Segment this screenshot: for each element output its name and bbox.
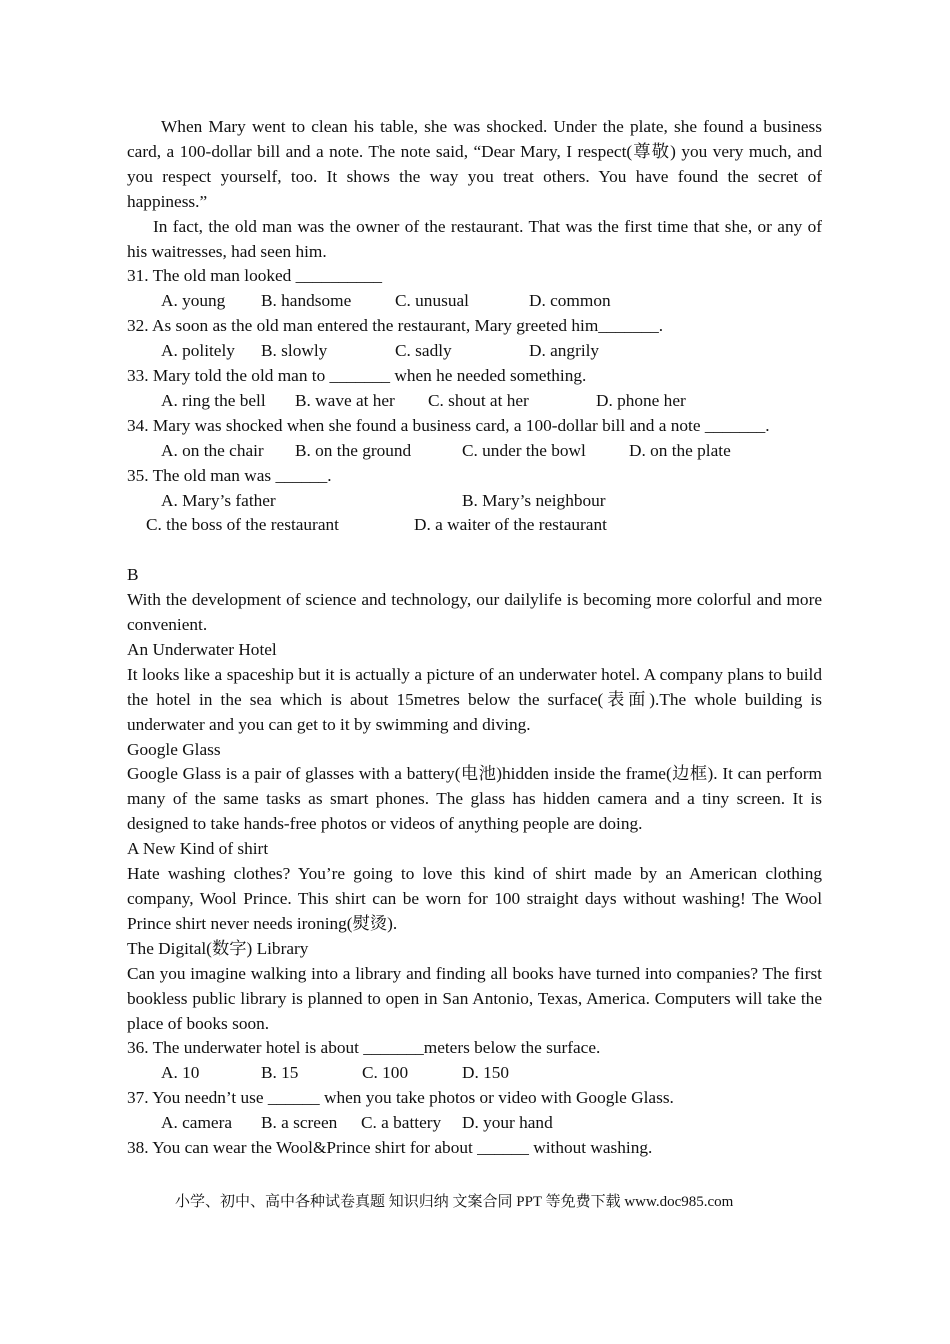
option-d: D. a waiter of the restaurant — [414, 515, 607, 535]
option-c: C. the boss of the restaurant — [146, 515, 339, 535]
option-b: B. 15 — [261, 1063, 299, 1083]
section-b-label: B — [127, 565, 139, 585]
footer-watermark-text: 小学、初中、高中各种试卷真题 知识归纳 文案合同 PPT 等免费下载 www.doc985.com — [175, 1194, 734, 1210]
option-a: A. politely — [161, 341, 235, 361]
item-title-underwater-hotel: An Underwater Hotel — [127, 639, 277, 659]
question-37-stem: 37. You needn’t use ______ when you take photos or video with Google Glass. — [127, 1088, 674, 1108]
question-33-options — [127, 389, 822, 414]
question-33-stem: 33. Mary told the old man to _______ when he needed something. — [127, 366, 587, 386]
option-d: D. angrily — [529, 341, 600, 361]
option-d: D. on the plate — [629, 440, 731, 460]
option-c: C. a battery — [361, 1113, 442, 1133]
question-38-stem: 38. You can wear the Wool&Prince shirt for about ______ without washing. — [127, 1138, 653, 1158]
question-37-options — [127, 1111, 822, 1136]
document-page — [127, 115, 822, 1161]
option-d: D. 150 — [462, 1063, 510, 1083]
option-c: C. sadly — [395, 341, 452, 361]
question-35-options-row-1 — [127, 489, 822, 514]
item-title-new-shirt: A New Kind of shirt — [127, 839, 269, 859]
section-b-intro: With the development of science and technology, our dailylife is becoming more colorful and more convenient. — [127, 590, 822, 635]
section-spacer — [127, 538, 822, 563]
item-text-digital-library: Can you imagine walking into a library and finding all books have turned into companies? The first bookless public library is planned to open in San Antonio, Texas, America. Computers will take the place of books soon. — [127, 963, 822, 1033]
question-31-options — [127, 289, 822, 314]
item-text-google-glass: Google Glass is a pair of glasses with a battery(电池)hidden inside the frame(边框). It can perform many of the same tasks as smart phones. The glass has hidden camera and a tiny screen. It is designed to take hands-free photos or videos of anything people are doing. — [127, 764, 822, 834]
option-c: C. unusual — [395, 291, 469, 311]
question-32-options — [127, 339, 822, 364]
question-36-stem: 36. The underwater hotel is about _______meters below the surface. — [127, 1038, 601, 1058]
question-34-options — [127, 439, 822, 464]
option-a: A. 10 — [161, 1063, 200, 1083]
item-title-google-glass: Google Glass — [127, 739, 221, 759]
option-a: A. young — [161, 291, 226, 311]
item-text-new-shirt: Hate washing clothes? You’re going to love this kind of shirt made by an American clothing company, Wool Prince. This shirt can be worn for 100 straight days without washing! The Wool Prince shirt never needs ironing(熨烫). — [127, 864, 822, 933]
option-c: C. 100 — [362, 1063, 409, 1083]
option-b: B. Mary’s neighbour — [462, 490, 606, 510]
option-c: C. shout at her — [428, 390, 529, 410]
option-c: C. under the bowl — [462, 440, 586, 460]
question-32-stem: 32. As soon as the old man entered the restaurant, Mary greeted him_______. — [127, 316, 664, 336]
question-35-options-row-2 — [127, 513, 822, 538]
option-a: A. on the chair — [161, 440, 264, 460]
question-34-stem: 34. Mary was shocked when she found a business card, a 100-dollar bill and a note _______. — [127, 415, 770, 435]
passage-a-paragraph-2: In fact, the old man was the owner of the restaurant. That was the first time that she, or any of his waitresses, had seen him. — [127, 216, 822, 261]
item-title-digital-library: The Digital(数字) Library — [127, 938, 309, 958]
question-36-options — [127, 1061, 822, 1086]
option-b: B. a screen — [261, 1113, 338, 1133]
option-b: B. on the ground — [295, 440, 412, 460]
option-d: D. common — [529, 291, 611, 311]
option-b: B. slowly — [261, 341, 328, 361]
option-a: A. camera — [161, 1113, 232, 1133]
item-text-underwater-hotel: It looks like a spaceship but it is actually a picture of an underwater hotel. A company plans to build the hotel in the sea which is about 15metres below the surface(表面).The whole building is underwater and you can get to it by swimming and diving. — [127, 664, 822, 734]
option-d: D. phone her — [596, 390, 686, 410]
option-a: A. Mary’s father — [161, 490, 276, 510]
option-d: D. your hand — [462, 1113, 553, 1133]
question-31-stem: 31. The old man looked __________ — [127, 266, 383, 286]
option-a: A. ring the bell — [161, 390, 266, 410]
option-b: B. wave at her — [295, 390, 395, 410]
passage-a-paragraph-1: When Mary went to clean his table, she was shocked. Under the plate, she found a business card, a 100-dollar bill and a note. The note said, “Dear Mary, I respect(尊敬) you very much, and you respect yourself, too. It shows the way you treat others. You have found the secret of happiness.” — [127, 117, 822, 211]
option-b: B. handsome — [261, 291, 352, 311]
question-35-stem: 35. The old man was ______. — [127, 465, 332, 485]
